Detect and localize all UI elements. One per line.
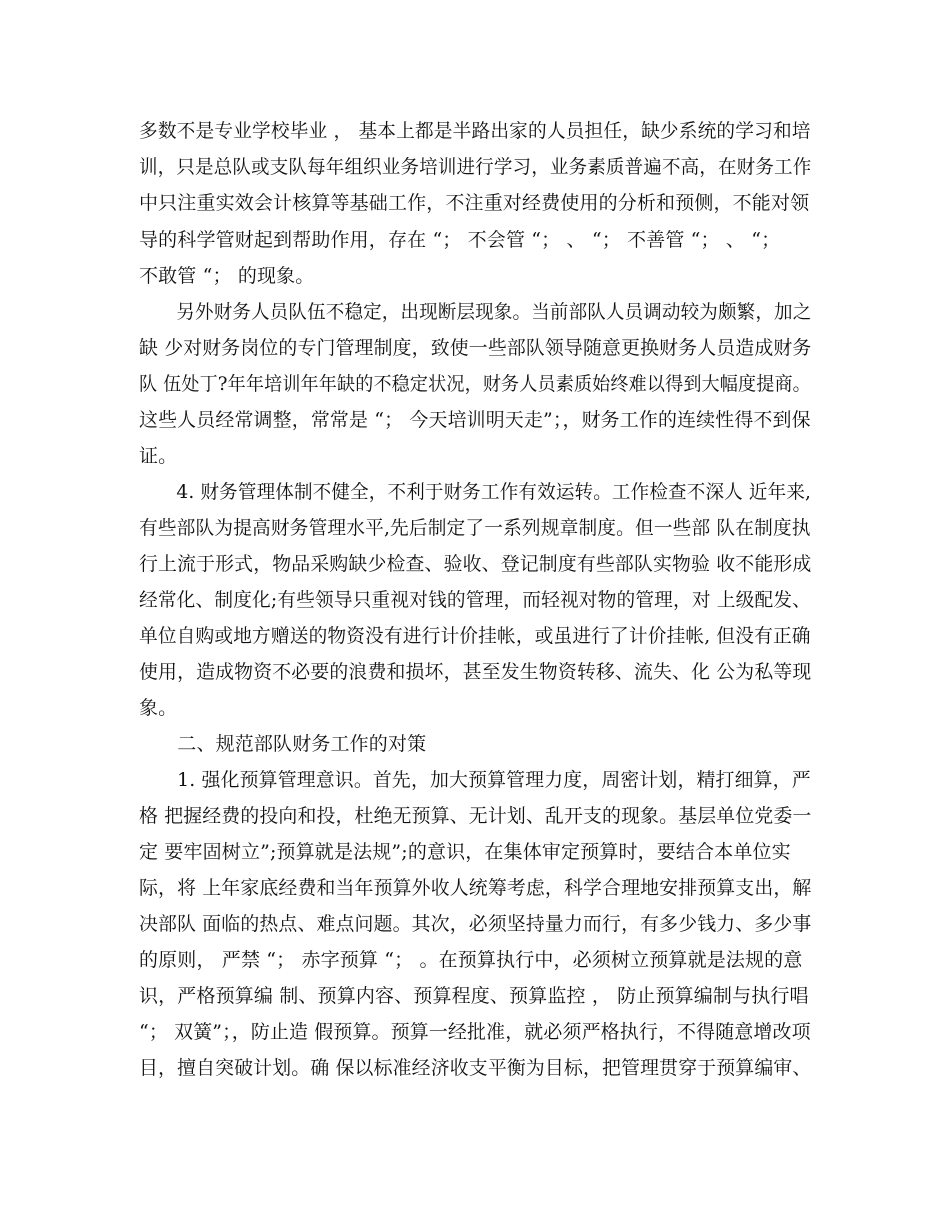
text-line: 经常化、制度化;有些领导只重视对钱的管理，而轻视对物的管理，对 上级配发、 bbox=[139, 589, 812, 611]
text-line: 的原则， 严禁 “； 赤字预算 “； 。在预算执行中，必须树立预算就是法规的意 bbox=[139, 949, 803, 971]
text-line: 多数不是专业学校毕业 ， 基本上都是半路出家的人员担任，缺少系统的学习和培 bbox=[139, 120, 811, 142]
text-line: 格 把握经费的投向和投，杜绝无预算、无计划、乱开支的现象。基层单位党委一 bbox=[139, 805, 812, 827]
text-line: 1. 强化预算管理意识。首先，加大预算管理力度，周密计划，精打细算，严 bbox=[139, 769, 811, 791]
section-heading: 二、规范部队财务工作的对策 bbox=[139, 733, 427, 755]
text-line: 决部队 面临的热点、难点问题。其次，必须坚持量力而行，有多少钱力、多少事 bbox=[139, 913, 812, 935]
text-line: 象。 bbox=[139, 697, 178, 719]
text-line: 中只注重实效会计核算等基础工作，不注重对经费使用的分析和预侧，不能对领 bbox=[139, 192, 810, 214]
text-line: 使用，造成物资不必要的浪费和损坏，甚至发生物资转移、流失、化 公为私等现 bbox=[139, 661, 812, 683]
text-line: 有些部队为提高财务管理水平,先后制定了一系列规章制度。但一些部 队在制度执 bbox=[139, 517, 811, 539]
text-line: 训，只是总队或支队每年组织业务培训进行学习，业务素质普遍不高，在财务工作 bbox=[139, 156, 812, 178]
text-line: 证。 bbox=[139, 445, 178, 467]
text-line: 队 伍处丁?年年培训年年缺的不稳定状况，财务人员素质始终难以得到大幅度提商。 bbox=[139, 373, 811, 395]
text-line: 缺 少对财务岗位的专门管理制度，致使一些部队领导随意更换财务人员造成财务 bbox=[139, 337, 812, 359]
text-line: “； 双簧”；，防止造 假预算。预算一经批准，就必须严格执行，不得随意增改项 bbox=[139, 1021, 811, 1043]
text-line: 这些人员经常调整，常常是 “； 今天培训明天走”；，财务工作的连续性得不到保 bbox=[139, 409, 811, 431]
text-line: 导的科学管财起到帮助作用，存在 “； 不会管 “； 、 “； 不善管 “； 、 “； bbox=[139, 229, 781, 251]
text-line: 识，严格预算编 制、预算内容、预算程度、预算监控 ， 防止预算编制与执行唱 bbox=[139, 985, 809, 1007]
text-line: 另外财务人员队伍不稳定，出现断层现象。当前部队人员调动较为颇繁，加之 bbox=[139, 301, 812, 323]
text-line: 定 要牢固树立”;预算就是法规”;的意识，在集体审定预算时，要结合本单位实 bbox=[139, 841, 791, 863]
text-line: 不敢管 “； 的现象。 bbox=[139, 265, 315, 287]
text-line: 目，擅自突破计划。确 保以标准经济收支平衡为目标，把管理贯穿于预算编审、 bbox=[139, 1057, 812, 1079]
text-line: 4. 财务管理体制不健全，不利于财务工作有效运转。工作检查不深人 近年来, bbox=[139, 481, 812, 503]
text-line: 际，将 上年家底经费和当年预算外收人统筹考虑，科学合理地安排预算支出，解 bbox=[139, 877, 812, 899]
text-line: 单位自购或地方赠送的物资没有进行计价挂帐，或虽进行了计价挂帐, 但没有正确 bbox=[139, 625, 811, 647]
text-line: 行上流于形式，物品采购缺少检查、验收、登记制度有些部队实物验 收不能形成 bbox=[139, 553, 812, 575]
